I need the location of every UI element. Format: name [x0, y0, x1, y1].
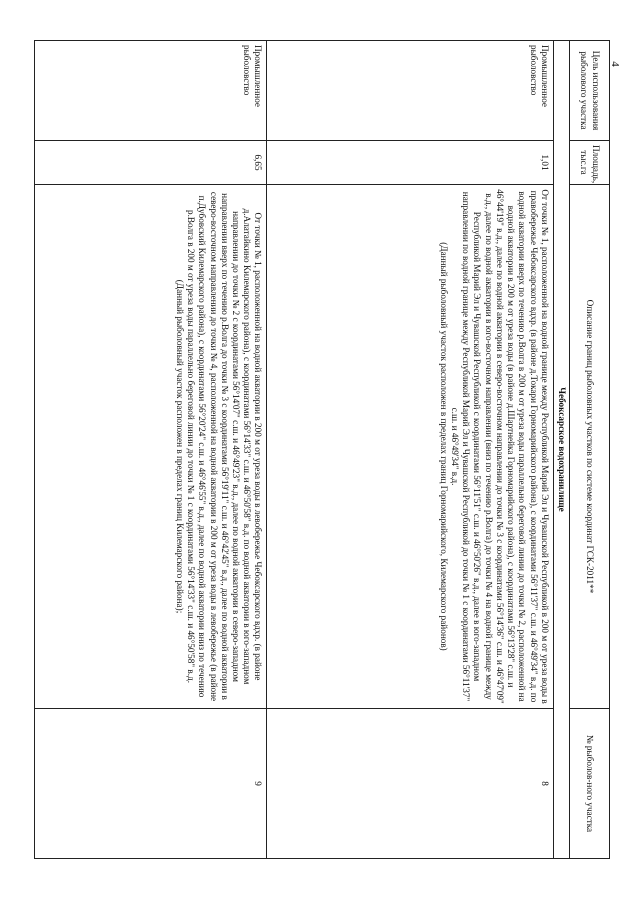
- row-description-note: (Данный рыболовный участок расположен в пределах границ Килемарского района);: [174, 279, 185, 614]
- header-description: Описание границ рыболовных участков по системе координат ГСК-2011**: [570, 185, 610, 709]
- fishing-plots-table: [34, 40, 610, 859]
- row-purpose: Промышленное рыболовство: [267, 41, 553, 141]
- table-row: [35, 41, 267, 859]
- row-description-text: От точки № 1, расположенной на водной границе между Республикой Марий Эл и Чувашской Республикой в 200 м от уреза воды в правобережье Чебоксарского вдхр. (в районе д.Токари Горномарийского района), с координатами 56°11'37" с.ш. и 46°49'34" в.д. по водной акватории вверх по течению р.Волга в 200 м от уреза воды параллельно береговой линии до точки № 2, расположенной на водной акватории в 200 м от уреза воды (в районе д.Шартнейка Горномарийского района), с координатами 56°13'28" с.ш. и 46°44'19" в.д., далее по водной акватории в северо-восточном направлении до точки № 3 с координатами 56°14'36" с.ш. и 46°47'09" в.д., далее по водной акватории в юго-восточном направлении (вниз по течению р.Волга) до точки № 4 на водной границе между Республикой Марий Эл и Чувашской Республикой с координатами 56°11'51" с.ш. и 46°50'26" в.д., далее в юго-западном направлении по водной границе между Республикой Марий Эл и Чувашской Республикой до точки № 1 с координатами 56°11'37" с.ш. и 46°49'34" в.д.: [450, 189, 550, 704]
- row-area: 6,65: [35, 141, 267, 185]
- table-row: [267, 41, 553, 859]
- landscape-content: [34, 40, 610, 858]
- header-area: Площадь, тыс.га: [570, 141, 610, 185]
- row-area: 1,01: [267, 141, 553, 185]
- header-plot-number: № рыболов-ного участка: [570, 709, 610, 859]
- row-description-text: От точки № 1, расположенной на водной акватории в 200 м от уреза воды в левобережье Чебоксарского вдхр. (в районе д.Алатайкино Килемарского района), с координатами 56°14'33" с.ш. и 46°50'58" в.д. по водной акватории в юго-западном направлении до точки № 2 с координатами 56°14'07" с.ш. и 46°49'23" в.д., далее по водной акватории в северо-западном направлении вверх по течению р.Волга до точки № 3 с координатами 56°19'11" с.ш. и 46°42'45" в.д., далее по водной акватории в северо-восточном направлении до точки № 4, расположенной на водной акватории в 200 м от уреза воды в левобережье (в районе п.Дубовский Килемарского района), с координатами 56°20'24" с.ш. и 46°46'55" в.д., далее по водной акватории вниз по течению р.Волга в 200 м от уреза воды параллельно береговой линии до точки № 1 с координатами 56°14'33" с.ш. и 46°50'58" в.д.: [186, 191, 264, 702]
- row-purpose: Промышленное рыболовство: [35, 41, 267, 141]
- section-title: Чебоксарское водохранилище: [553, 41, 569, 859]
- row-number: 9: [35, 709, 267, 859]
- page-number: 4: [608, 61, 621, 67]
- section-row: [553, 41, 569, 859]
- rotated-page: [34, 40, 610, 858]
- row-description-note: (Данный рыболовный участок расположен в пределах границ Горномарийского, Килемарского районов): [438, 242, 449, 651]
- row-description: [35, 185, 267, 709]
- table-header-row: [570, 41, 610, 859]
- header-purpose: Цель использования рыболового участка: [570, 41, 610, 141]
- row-number: 8: [267, 709, 553, 859]
- row-description: [267, 185, 553, 709]
